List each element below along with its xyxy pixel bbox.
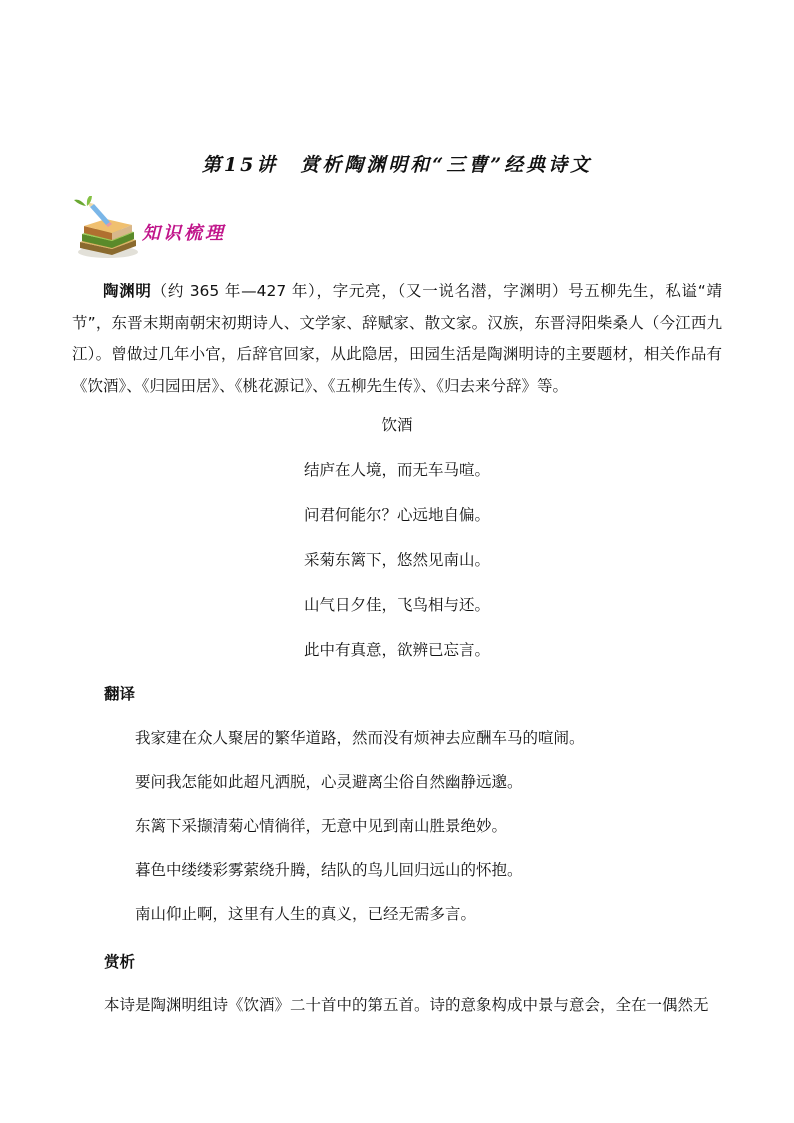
appreciation-text: 本诗是陶渊明组诗《饮酒》二十首中的第五首。诗的意象构成中景与意会，全在一偶然无: [104, 996, 709, 1014]
translation-line: 要问我怎能如此超凡洒脱，心灵避离尘俗自然幽静远邈。: [135, 773, 523, 791]
translation-line: 南山仰止啊，这里有人生的真义，已经无需多言。: [135, 905, 477, 923]
poem-line: 山气日夕佳，飞鸟相与还。: [303, 596, 490, 614]
poem-line: 此中有真意，欲辨已忘言。: [303, 641, 490, 659]
translation-line: 我家建在众人聚居的繁华道路，然而没有烦神去应酬车马的喧闹。: [135, 729, 585, 747]
section-label: 知识梳理: [142, 223, 226, 244]
translation: [135, 724, 585, 944]
poem-line: 采菊东篱下，悠然见南山。: [303, 551, 490, 569]
page-title: 第15讲 赏析陶渊明和“三曹”经典诗文: [201, 154, 593, 176]
appreciation-heading: 赏析: [104, 953, 136, 971]
poem-line: 结庐在人境，而无车马喧。: [303, 461, 490, 479]
poem: [0, 410, 794, 680]
intro-text: （约 365 年—427 年），字元亮，（又一说名潜，字渊明）号五柳先生，私谥“靖节”，东晋末期南朝宋初期诗人、文学家、辞赋家、散文家。汉族，东晋浔阳柴桑人（今江西九江）。曾做过几年小官，后辞官回家，从此隐居，田园生活是陶渊明诗的主要题材，相关作品有《饮酒》、《归园田居》、《桃花源记》、《五柳先生传》、《归去来兮辞》等。: [72, 282, 722, 395]
poem-title: 饮酒: [381, 416, 413, 434]
poem-line: 问君何能尔？心远地自偏。: [303, 506, 490, 524]
intro-paragraph: [72, 276, 722, 402]
books-with-pencil-icon: [72, 196, 140, 260]
section-header: [72, 196, 272, 260]
author-name: 陶渊明: [103, 282, 152, 300]
translation-heading: 翻译: [104, 685, 136, 703]
translation-line: 暮色中缕缕彩雾萦绕升腾，结队的鸟儿回归远山的怀抱。: [135, 861, 523, 879]
translation-line: 东篱下采撷清菊心情徜徉，无意中见到南山胜景绝妙。: [135, 817, 508, 835]
